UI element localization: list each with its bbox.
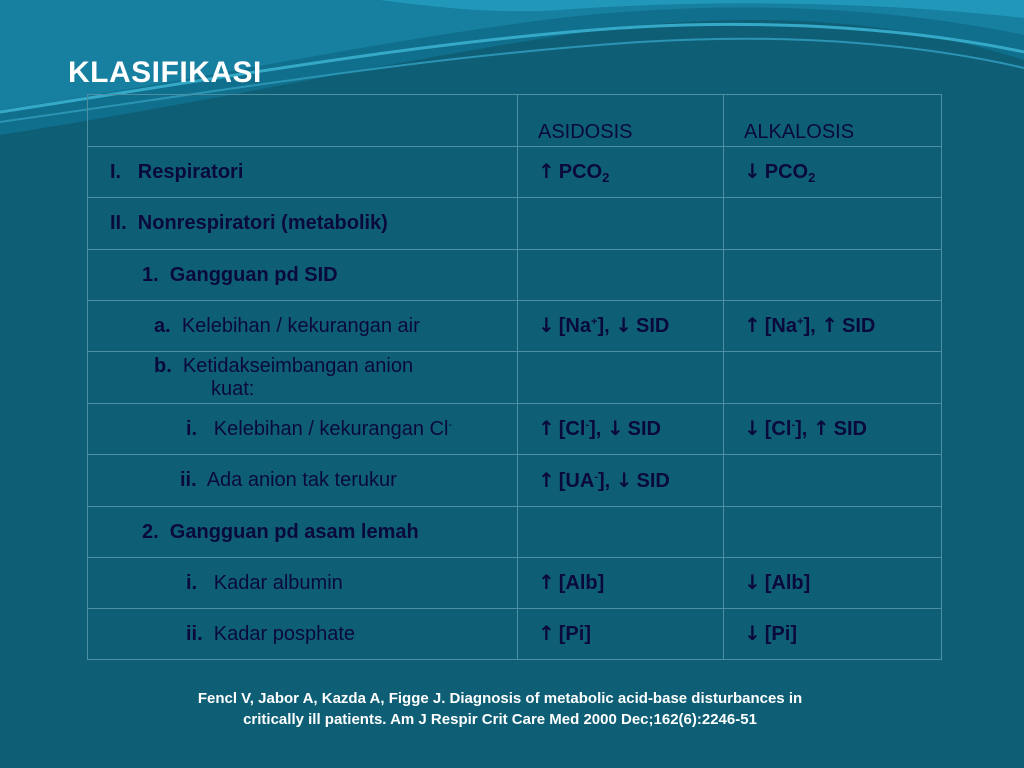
subscript: 2 xyxy=(602,170,610,185)
down-arrow-icon: ↓ xyxy=(615,313,632,337)
asidosis-cell xyxy=(518,250,724,301)
asidosis-cell xyxy=(518,198,724,250)
superscript: - xyxy=(585,419,590,431)
row-number: II. xyxy=(110,212,127,234)
value-part: SID xyxy=(636,469,670,492)
down-arrow-icon: ↓ xyxy=(615,467,633,492)
superscript: + xyxy=(797,316,804,328)
value-part: [Cl xyxy=(764,418,792,440)
value-part: [Na xyxy=(764,315,797,337)
down-arrow-icon: ↓ xyxy=(744,621,761,645)
row-number: i. xyxy=(186,417,198,440)
table-row xyxy=(88,507,942,558)
down-arrow-icon: ↓ xyxy=(538,313,555,337)
up-arrow-icon: ↑ xyxy=(538,416,555,440)
alkalosis-cell xyxy=(724,609,942,660)
superscript: - xyxy=(448,418,453,431)
row-label-cell xyxy=(88,198,518,250)
slide-title: KLASIFIKASI xyxy=(68,56,262,89)
value-part: SID xyxy=(833,418,867,440)
up-arrow-icon: ↑ xyxy=(538,159,555,183)
alkalosis-cell xyxy=(724,301,942,352)
superscript: - xyxy=(791,419,796,431)
alkalosis-cell xyxy=(724,147,942,198)
down-arrow-icon: ↓ xyxy=(744,570,761,594)
row-label: 2. Gangguan pd asam lemah xyxy=(142,520,419,543)
alkalosis-value: [Pi] xyxy=(764,623,797,645)
table-row xyxy=(88,609,942,660)
alkalosis-value: [Alb] xyxy=(764,572,811,594)
row-label: Kadar posphate xyxy=(213,622,356,645)
row-label-continued: kuat: xyxy=(211,377,255,400)
value-part: [UA xyxy=(558,469,595,492)
alkalosis-cell xyxy=(724,455,942,507)
value-part: SID xyxy=(635,315,670,337)
asidosis-value: PCO xyxy=(558,161,603,183)
row-label-cell xyxy=(88,558,518,609)
row-number: b. xyxy=(154,354,172,377)
subscript: 2 xyxy=(808,170,816,185)
up-arrow-icon: ↑ xyxy=(744,313,761,337)
row-number: i. xyxy=(186,571,198,594)
value-part: ], xyxy=(597,469,611,492)
citation-footer xyxy=(100,688,900,730)
row-label-cell xyxy=(88,301,518,352)
row-label-cell xyxy=(88,352,518,404)
value-part: SID xyxy=(627,418,661,440)
alkalosis-cell xyxy=(724,250,942,301)
table-row xyxy=(88,558,942,609)
row-label: Kelebihan / kekurangan air xyxy=(181,314,420,337)
header-asidosis xyxy=(518,95,724,147)
value-part: [Na xyxy=(558,315,591,337)
superscript: - xyxy=(594,470,598,483)
row-label: Ketidakseimbangan anion xyxy=(182,354,414,377)
header-alkalosis-text: ALKALOSIS xyxy=(744,121,855,143)
header-empty-cell xyxy=(88,95,518,147)
alkalosis-cell xyxy=(724,352,942,404)
row-number: ii. xyxy=(180,469,197,491)
asidosis-value: [Alb] xyxy=(558,572,605,594)
up-arrow-icon: ↑ xyxy=(821,313,838,337)
row-label: Kadar albumin xyxy=(213,571,343,594)
alkalosis-cell xyxy=(724,404,942,455)
up-arrow-icon: ↑ xyxy=(538,467,555,492)
up-arrow-icon: ↑ xyxy=(538,570,555,594)
asidosis-cell xyxy=(518,352,724,404)
table-row xyxy=(88,147,942,198)
alkalosis-value: PCO xyxy=(764,161,809,183)
citation-line-2: critically ill patients. Am J Respir Crit Care Med 2000 Dec;162(6):2246-51 xyxy=(243,711,757,728)
asidosis-cell xyxy=(518,558,724,609)
down-arrow-icon: ↓ xyxy=(744,416,761,440)
asidosis-cell xyxy=(518,404,724,455)
citation-line-1: Fencl V, Jabor A, Kazda A, Figge J. Diagnosis of metabolic acid-base disturbances in xyxy=(197,690,803,707)
superscript: + xyxy=(591,316,598,328)
down-arrow-icon: ↓ xyxy=(606,416,624,440)
header-alkalosis xyxy=(724,95,942,147)
asidosis-cell xyxy=(518,455,724,507)
row-label-cell xyxy=(88,609,518,660)
value-part: ], xyxy=(803,315,816,337)
up-arrow-icon: ↑ xyxy=(538,621,555,645)
table-row xyxy=(88,352,942,404)
row-label-cell xyxy=(88,250,518,301)
row-label: 1. Gangguan pd SID xyxy=(142,263,338,286)
alkalosis-cell xyxy=(724,507,942,558)
row-label-cell xyxy=(88,404,518,455)
table-row xyxy=(88,404,942,455)
asidosis-cell xyxy=(518,301,724,352)
header-asidosis-text: ASIDOSIS xyxy=(538,121,633,143)
asidosis-cell xyxy=(518,147,724,198)
asidosis-cell xyxy=(518,507,724,558)
asidosis-value: [Pi] xyxy=(558,623,591,645)
row-label-cell xyxy=(88,147,518,198)
down-arrow-icon: ↓ xyxy=(744,159,761,183)
alkalosis-cell xyxy=(724,558,942,609)
row-number: I. xyxy=(110,160,122,183)
row-label-cell xyxy=(88,455,518,507)
row-label: Respiratori xyxy=(137,160,244,183)
asidosis-cell xyxy=(518,609,724,660)
row-label: Ada anion tak terukur xyxy=(206,469,397,491)
up-arrow-icon: ↑ xyxy=(812,416,830,440)
row-number: a. xyxy=(154,314,171,337)
row-number: ii. xyxy=(186,622,203,645)
classification-table xyxy=(87,94,942,660)
table-row xyxy=(88,455,942,507)
value-part: ], xyxy=(795,418,808,440)
value-part: [Cl xyxy=(558,418,586,440)
alkalosis-cell xyxy=(724,198,942,250)
value-part: ], xyxy=(597,315,610,337)
row-label-cell xyxy=(88,507,518,558)
row-label: Nonrespiratori (metabolik) xyxy=(137,212,388,234)
table-row xyxy=(88,250,942,301)
row-label: Kelebihan / kekurangan Cl xyxy=(213,417,449,440)
table-header-row xyxy=(88,95,942,147)
table-row xyxy=(88,301,942,352)
value-part: SID xyxy=(841,315,876,337)
value-part: ], xyxy=(589,418,602,440)
table-row xyxy=(88,198,942,250)
